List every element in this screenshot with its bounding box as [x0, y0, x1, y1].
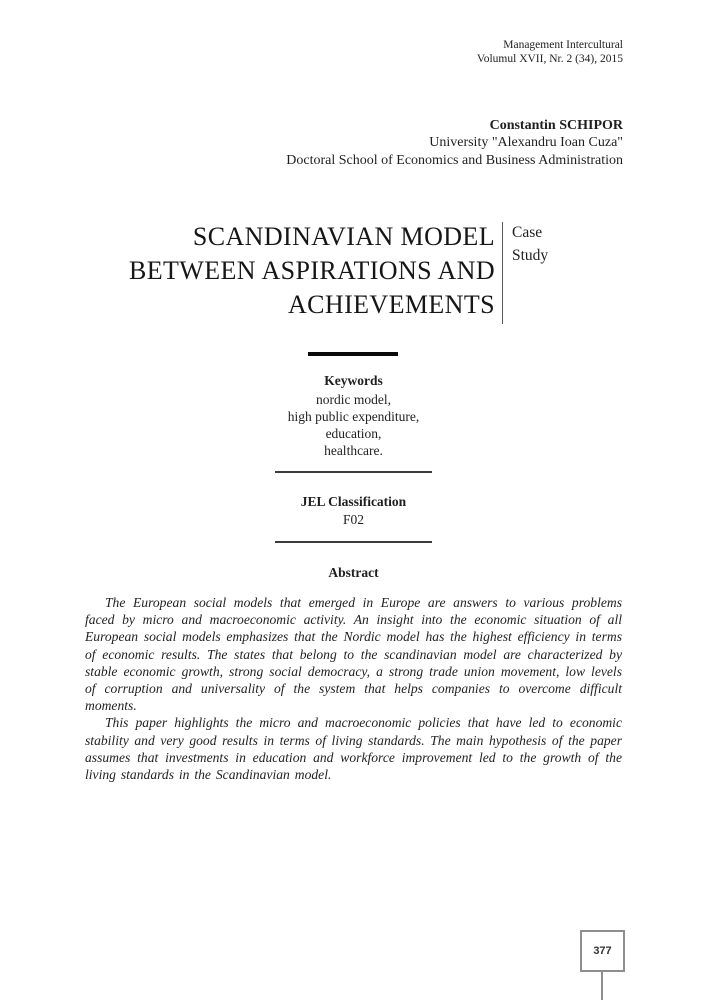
page-number-tick-line [601, 972, 603, 1000]
keyword-item: healthcare. [324, 442, 383, 458]
keyword-item: high public expenditure, [287, 408, 420, 424]
article-title-line-3: ACHIEVEMENTS [287, 290, 495, 319]
case-study-label [512, 221, 548, 267]
title-divider-line [502, 222, 503, 324]
abstract-paragraph: The European social models that emerged in Europe are answers to various problems faced by micro and macroeconomic activity. An insight into the economic situation of all European social models emphasizes that the Nordic model has the highest efficiency in terms of economic results. The states that belong to the scandinavian model are characterized by stable economic growth, strong social democracy, a strong trade union movement, low levels of corruption and universality of the system that helps companies to overcome difficult moments. [85, 595, 622, 714]
article-title [0, 220, 495, 322]
keyword-item: education, [325, 425, 382, 441]
journal-issue: Volumul XVII, Nr. 2 (34), 2015 [476, 52, 623, 65]
jel-bottom-rule [275, 541, 432, 543]
jel-code: F02 [342, 512, 364, 527]
jel-heading: JEL Classification [300, 494, 407, 509]
keywords-heading: Keywords [324, 373, 383, 388]
author-block [286, 117, 623, 169]
author-school: Doctoral School of Economics and Business Administration [286, 152, 623, 168]
article-title-line-1: SCANDINAVIAN MODEL [192, 222, 495, 251]
keywords-bottom-rule [275, 471, 432, 473]
jel-section [0, 493, 707, 529]
case-study-label-line-2: Study [512, 247, 549, 264]
journal-name: Management Intercultural [503, 39, 623, 51]
abstract-heading: Abstract [328, 565, 379, 580]
keyword-item: nordic model, [316, 391, 391, 407]
abstract-paragraph: This paper highlights the micro and macroeconomic policies that have led to economic stability and very good results in terms of living standards. The main hypothesis of the paper assumes that investments in education and workforce improvement led to the growth of the living standards in the Scandinavian model. [85, 715, 622, 783]
author-name: Constantin SCHIPOR [489, 118, 623, 133]
author-university: University "Alexandru Ioan Cuza" [429, 135, 623, 151]
page-number: 377 [593, 945, 612, 957]
journal-header [477, 39, 623, 66]
page-number-box [580, 930, 625, 972]
case-study-label-line-1: Case [512, 224, 543, 241]
article-title-line-2: BETWEEN ASPIRATIONS AND [129, 256, 495, 285]
keywords-section [0, 373, 707, 460]
keywords-top-rule [308, 352, 398, 356]
abstract-body [85, 594, 622, 783]
